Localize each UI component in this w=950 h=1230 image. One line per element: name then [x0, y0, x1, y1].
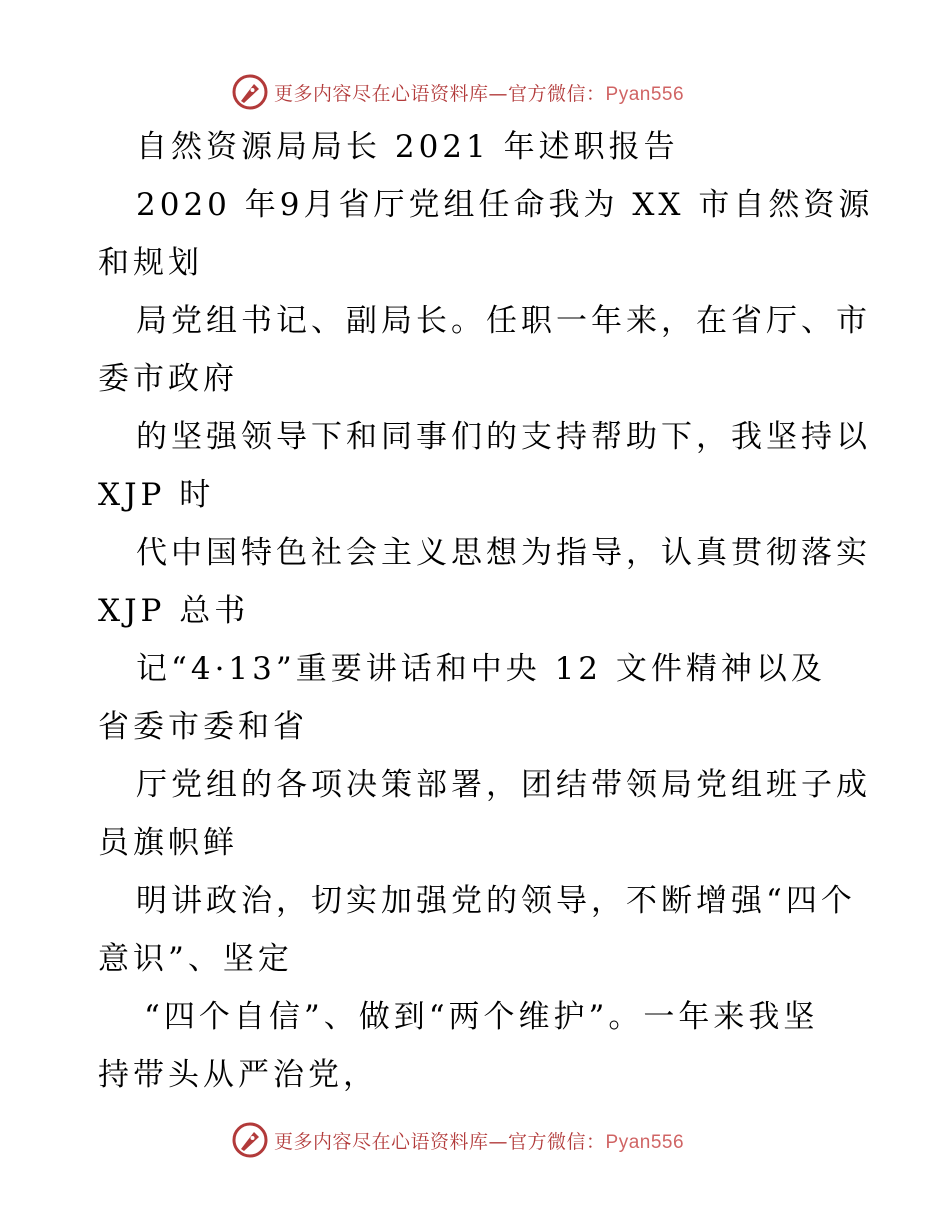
document-title: 自然资源局局长 2021 年述职报告: [136, 129, 679, 165]
text-line: 2020 年9月省厅党组任命我为 XX 市自然资源: [136, 187, 874, 223]
footer-brand: 更多内容尽在心语资料库: [274, 1130, 489, 1153]
text-line: “四个自信”、做到“两个维护”。一年来我坚: [144, 999, 819, 1035]
text-line: XJP 总书: [98, 593, 250, 629]
pen-nib-logo-icon: [232, 74, 268, 110]
text-line: 持带头从严治党，: [98, 1057, 378, 1093]
header-brand: 更多内容尽在心语资料库: [274, 82, 489, 105]
text-line: 意识”、坚定: [98, 941, 293, 977]
text-line: 记“4·13”重要讲话和中央 12 文件精神以及: [136, 651, 826, 687]
header-banner: [232, 72, 684, 112]
text-line: XJP 时: [98, 477, 215, 513]
text-line: 局党组书记、副局长。任职一年来，在省厅、市: [136, 303, 871, 339]
footer-separator: —: [488, 1130, 509, 1153]
text-line: 员旗帜鲜: [98, 825, 238, 861]
footer-banner: [232, 1120, 684, 1160]
header-separator: —: [488, 82, 509, 105]
text-line: 和规划: [98, 245, 203, 281]
text-line: 代中国特色社会主义思想为指导，认真贯彻落实: [136, 535, 871, 571]
header-wechat-label: 官方微信：: [508, 82, 606, 105]
header-banner-text: [274, 79, 684, 106]
footer-wechat-label: 官方微信：: [508, 1130, 606, 1153]
document-body: [98, 118, 878, 1104]
footer-wechat-id: Pyan556: [605, 1131, 685, 1153]
text-line: 厅党组的各项决策部署，团结带领局党组班子成: [136, 767, 871, 803]
text-line: 明讲政治，切实加强党的领导，不断增强“四个: [136, 883, 856, 919]
header-wechat-id: Pyan556: [605, 83, 685, 105]
text-line: 的坚强领导下和同事们的支持帮助下，我坚持以: [136, 419, 871, 455]
pen-nib-logo-icon: [232, 1122, 268, 1158]
text-line: 省委市委和省: [98, 709, 308, 745]
text-line: 委市政府: [98, 361, 238, 397]
footer-banner-text: [274, 1127, 684, 1154]
